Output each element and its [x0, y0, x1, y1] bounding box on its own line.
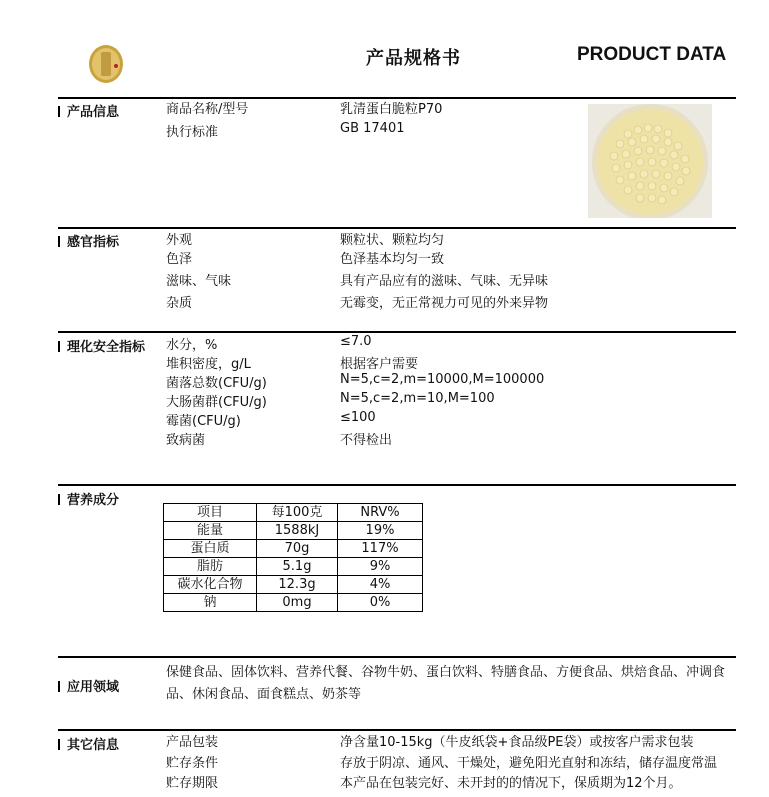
field-value: 具有产品应有的滋味、气味、无异味 — [340, 274, 549, 289]
field-key: 大肠菌群(CFU/g) — [166, 395, 267, 410]
table-cell: 1588kJ — [257, 522, 338, 540]
field-key: 致病菌 — [166, 433, 206, 448]
section-label-other: 其它信息 — [58, 734, 119, 753]
field-key: 杂质 — [166, 296, 193, 311]
field-key: 执行标准 — [166, 125, 219, 140]
table-cell: 能量 — [164, 522, 257, 540]
section-divider — [58, 331, 736, 333]
table-row — [164, 540, 423, 558]
nutrition-table — [163, 503, 423, 612]
field-value: ≤100 — [340, 410, 376, 425]
table-row — [164, 576, 423, 594]
field-value: GB 17401 — [340, 121, 405, 136]
field-value: 净含量10-15kg（牛皮纸袋+食品级PE袋）或按客户需求包装 — [340, 735, 694, 750]
section-label-application: 应用领域 — [58, 676, 119, 695]
table-row — [164, 594, 423, 612]
field-key: 商品名称/型号 — [166, 102, 249, 117]
brand-seal-logo — [86, 44, 126, 84]
table-row — [164, 558, 423, 576]
table-cell: 碳水化合物 — [164, 576, 257, 594]
table-header-cell: 每100克 — [257, 504, 338, 522]
field-value: 不得检出 — [340, 433, 393, 448]
field-value: N=5,c=2,m=10000,M=100000 — [340, 372, 545, 387]
field-key: 霉菌(CFU/g) — [166, 414, 241, 429]
table-header-row — [164, 504, 423, 522]
section-label-sensory: 感官指标 — [58, 231, 119, 250]
table-row — [164, 522, 423, 540]
field-key: 菌落总数(CFU/g) — [166, 376, 267, 391]
application-text: 保健食品、固体饮料、营养代餐、谷物牛奶、蛋白饮料、特膳食品、方便食品、烘焙食品、冲调食品、休闲食品、面食糕点、奶茶等 — [166, 665, 726, 702]
table-cell: 70g — [257, 540, 338, 558]
field-key: 色泽 — [166, 252, 193, 267]
field-key: 滋味、气味 — [166, 274, 232, 289]
section-label-physchem: 理化安全指标 — [58, 336, 145, 355]
field-value: N=5,c=2,m=10,M=100 — [340, 391, 495, 406]
field-value: 色泽基本均匀一致 — [340, 252, 445, 267]
field-value: 存放于阴凉、通风、干燥处，避免阳光直射和冻结，储存温度常温 — [340, 756, 718, 771]
product-granules-photo — [588, 104, 712, 218]
section-divider — [58, 484, 736, 486]
field-key: 水分，% — [166, 338, 218, 353]
table-cell: 117% — [338, 540, 423, 558]
table-cell: 0mg — [257, 594, 338, 612]
field-key: 贮存条件 — [166, 756, 219, 771]
section-label-nutrition: 营养成分 — [58, 489, 119, 508]
page-title: 产品规格书 — [366, 48, 461, 69]
table-header-cell: 项目 — [164, 504, 257, 522]
table-cell: 脂肪 — [164, 558, 257, 576]
section-label-product-info: 产品信息 — [58, 101, 119, 120]
field-value: ≤7.0 — [340, 334, 372, 349]
field-value: 乳清蛋白脆粒P70 — [340, 102, 443, 117]
field-value: 无霉变，无正常视力可见的外来异物 — [340, 296, 549, 311]
field-key: 外观 — [166, 233, 193, 248]
table-cell: 9% — [338, 558, 423, 576]
field-key: 堆积密度，g/L — [166, 357, 251, 372]
field-value: 根据客户需要 — [340, 357, 419, 372]
field-value: 颗粒状、颗粒均匀 — [340, 233, 445, 248]
section-divider — [58, 656, 736, 658]
page-title-english: PRODUCT DATA — [577, 44, 727, 65]
field-value: 本产品在包装完好、未开封的的情况下，保质期为12个月。 — [340, 776, 682, 791]
field-key: 贮存期限 — [166, 776, 219, 791]
table-cell: 19% — [338, 522, 423, 540]
table-cell: 钠 — [164, 594, 257, 612]
table-cell: 0% — [338, 594, 423, 612]
table-cell: 12.3g — [257, 576, 338, 594]
table-cell: 蛋白质 — [164, 540, 257, 558]
field-key: 产品包装 — [166, 735, 219, 750]
table-header-cell: NRV% — [338, 504, 423, 522]
table-cell: 4% — [338, 576, 423, 594]
table-cell: 5.1g — [257, 558, 338, 576]
